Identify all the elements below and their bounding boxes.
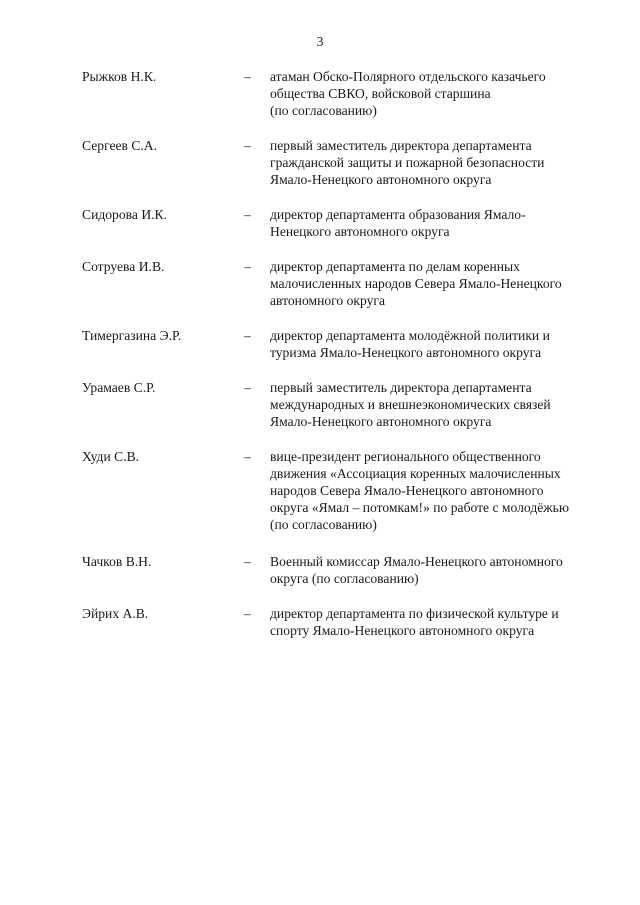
dash-separator: – — [244, 554, 251, 569]
dash-separator: – — [244, 207, 251, 222]
dash-separator: – — [244, 380, 251, 395]
dash-separator: – — [244, 449, 251, 464]
position-line: туризма Ямало-Ненецкого автономного округа — [270, 345, 542, 360]
position-line: Ямало-Ненецкого автономного округа — [270, 172, 492, 187]
member-name: Сергеев С.А. — [82, 138, 158, 153]
position-line: малочисленных народов Севера Ямало-Ненецкого — [270, 276, 562, 291]
member-position — [270, 206, 610, 240]
member-name: Рыжков Н.К. — [82, 69, 157, 84]
position-line: директор департамента по делам коренных — [270, 259, 520, 274]
member-position — [270, 448, 610, 533]
member-position — [270, 68, 610, 119]
position-line: (по согласованию) — [270, 517, 377, 532]
dash-separator: – — [244, 328, 251, 343]
position-line: округа «Ямал – потомкам!» по работе с молодёжью — [270, 500, 570, 515]
position-line: народов Севера Ямало-Ненецкого автономного — [270, 483, 544, 498]
member-name: Урамаев С.Р. — [82, 380, 156, 395]
position-line: Военный комиссар Ямало-Ненецкого автономного — [270, 554, 563, 569]
position-line: директор департамента по физической культуре и — [270, 606, 559, 621]
member-name: Худи С.В. — [82, 449, 140, 464]
position-line: движения «Ассоциация коренных малочисленных — [270, 466, 561, 481]
member-name: Сидорова И.К. — [82, 207, 168, 222]
position-line: спорту Ямало-Ненецкого автономного округа — [270, 623, 535, 638]
member-position — [270, 605, 610, 639]
member-name: Чачков В.Н. — [82, 554, 152, 569]
position-line: гражданской защиты и пожарной безопасности — [270, 155, 545, 170]
member-name: Эйрих А.В. — [82, 606, 149, 621]
position-line: международных и внешнеэкономических связей — [270, 397, 551, 412]
position-line: атаман Обско-Полярного отдельского казачьего — [270, 69, 546, 84]
position-line: директор департамента образования Ямало- — [270, 207, 526, 222]
member-name: Сотруева И.В. — [82, 259, 165, 274]
position-line: общества СВКО, войсковой старшина — [270, 86, 491, 101]
member-name: Тимергазина Э.Р. — [82, 328, 182, 343]
dash-separator: – — [244, 259, 251, 274]
member-position — [270, 327, 610, 361]
member-position — [270, 258, 610, 309]
position-line: первый заместитель директора департамента — [270, 380, 532, 395]
position-line: Ненецкого автономного округа — [270, 224, 450, 239]
position-line: округа (по согласованию) — [270, 571, 419, 586]
page-number: 3 — [316, 34, 324, 49]
dash-separator: – — [244, 69, 251, 84]
dash-separator: – — [244, 606, 251, 621]
member-position — [270, 379, 610, 430]
member-position — [270, 137, 610, 188]
position-line: вице-президент регионального общественного — [270, 449, 541, 464]
position-line: автономного округа — [270, 293, 386, 308]
position-line: директор департамента молодёжной политики и — [270, 328, 550, 343]
position-line: (по согласованию) — [270, 103, 377, 118]
position-line: первый заместитель директора департамента — [270, 138, 532, 153]
position-line: Ямало-Ненецкого автономного округа — [270, 414, 492, 429]
member-position — [270, 553, 610, 587]
dash-separator: – — [244, 138, 251, 153]
